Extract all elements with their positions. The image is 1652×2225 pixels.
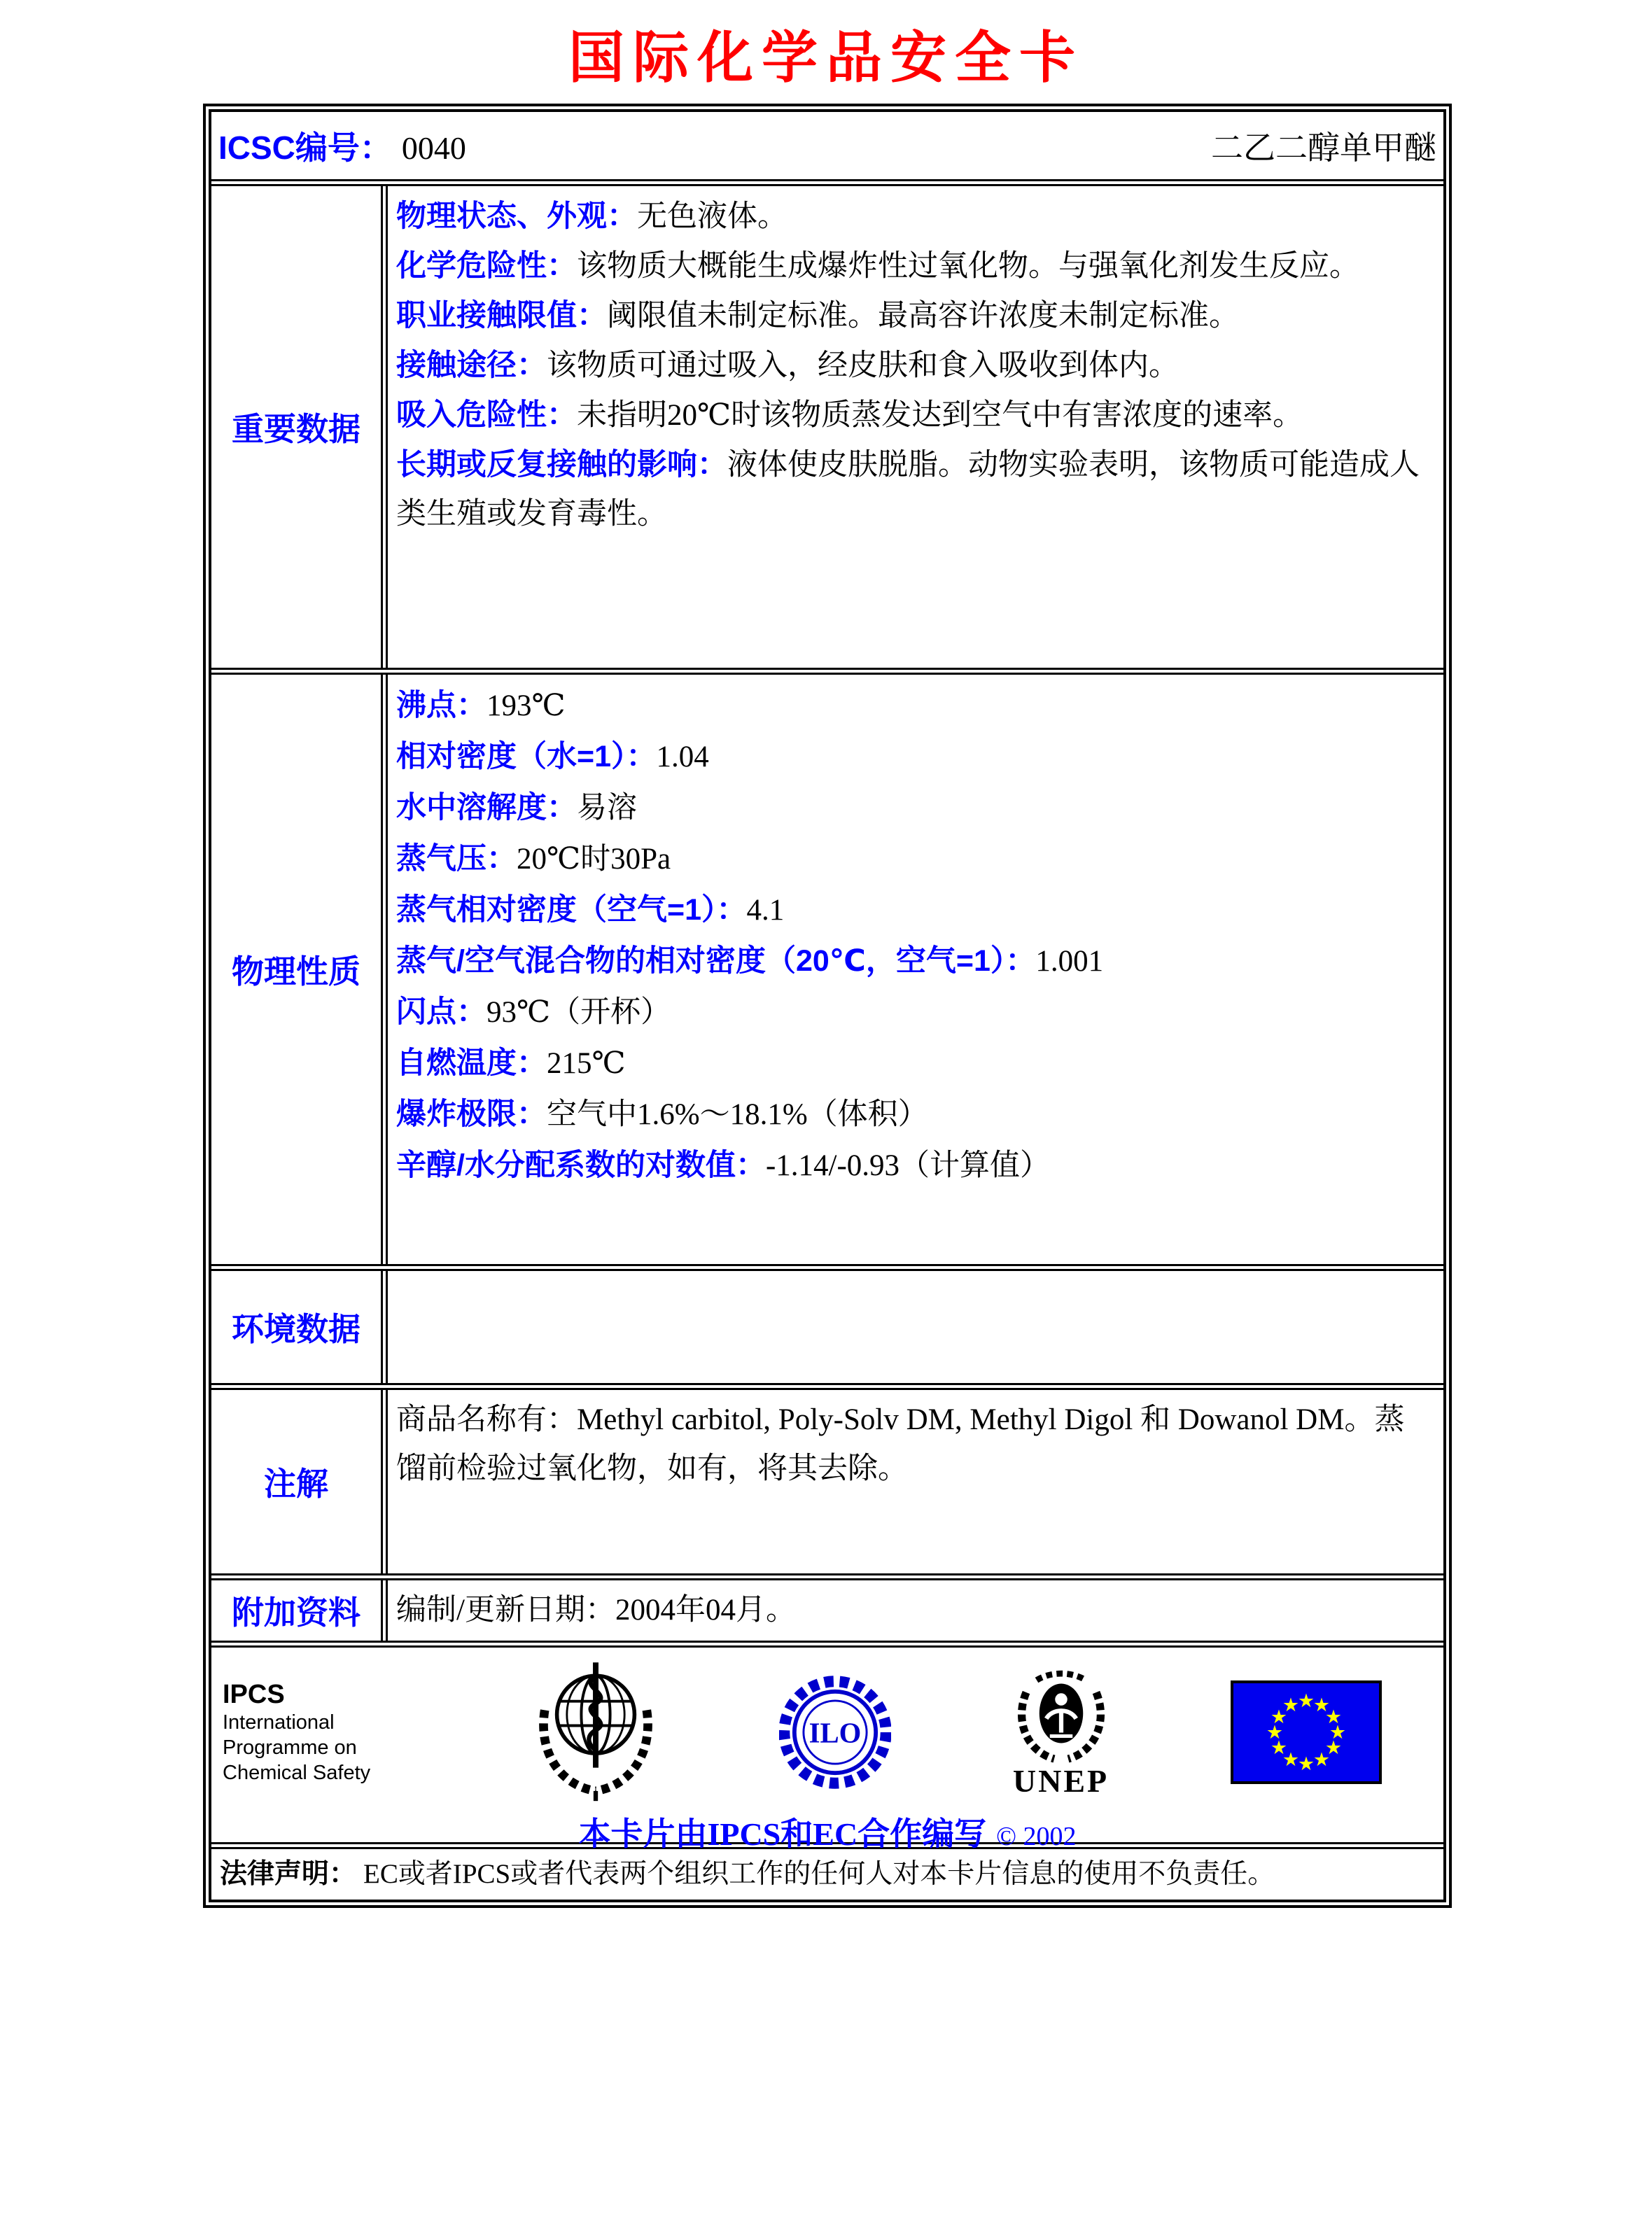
section-content-notes <box>388 1390 1443 1573</box>
unep-logo-block <box>1009 1668 1114 1797</box>
icsc-number-label: ICSC编号： <box>218 129 392 166</box>
card-header-row <box>211 112 1443 179</box>
unep-logo-icon <box>1009 1668 1114 1766</box>
logos-row <box>211 1641 1443 1852</box>
important-item: 物理状态、外观：无色液体。 <box>396 199 788 233</box>
physical-item: 相对密度（水=1）：1.04 <box>396 740 709 773</box>
section-label-additional: 附加资料 <box>211 1580 388 1641</box>
svg-text:★: ★ <box>1324 1706 1343 1728</box>
important-item: 吸入危险性：未指明20℃时该物质蒸发达到空气中有害浓度的速率。 <box>396 398 1303 432</box>
section-label-important: 重要数据 <box>211 186 388 668</box>
physical-item: 蒸气相对密度（空气=1）：4.1 <box>396 893 785 927</box>
icsc-number-group <box>218 122 466 169</box>
section-label-physical: 物理性质 <box>211 675 388 1264</box>
section-label-environment: 环境数据 <box>211 1271 388 1383</box>
section-physical-properties <box>211 668 1443 1264</box>
credit-copyright: © 2002 <box>996 1822 1077 1851</box>
important-item: 职业接触限值：阈限值未制定标准。最高容许浓度未制定标准。 <box>396 299 1239 332</box>
important-item: 长期或反复接触的影响：液体使皮肤脱脂。动物实验表明，该物质可能造成人类生殖或发育毒性。 <box>396 448 1420 531</box>
physical-item: 闪点：93℃（开杯） <box>396 995 671 1029</box>
physical-item: 自燃温度：215℃ <box>396 1046 626 1080</box>
eu-flag-icon <box>1231 1680 1382 1784</box>
svg-text:★: ★ <box>1266 1722 1284 1743</box>
physical-item: 沸点：193℃ <box>396 689 566 722</box>
section-content-physical <box>388 675 1443 1264</box>
legal-text: EC或者IPCS或者代表两个组织工作的任何人对本卡片信息的使用不负责任。 <box>363 1859 1275 1889</box>
credit-line <box>211 1809 1443 1855</box>
section-environmental-data <box>211 1264 1443 1383</box>
section-content-additional <box>388 1580 1443 1641</box>
ipcs-text-block: IPCS International Programme on Chemical Safety <box>223 1679 412 1785</box>
legal-label: 法律声明： <box>220 1859 357 1889</box>
physical-item: 水中溶解度：易溶 <box>396 791 637 824</box>
svg-text:★: ★ <box>1312 1749 1331 1771</box>
credit-text: 本卡片由IPCS和EC合作编写 <box>578 1816 987 1852</box>
who-logo-icon <box>529 1658 662 1806</box>
physical-item: 辛醇/水分配系数的对数值：-1.14/-0.93（计算值） <box>396 1149 1051 1182</box>
chemical-name: 二乙二醇单甲醚 <box>1211 130 1436 166</box>
svg-text:★: ★ <box>1312 1694 1331 1716</box>
icsc-number-value: 0040 <box>401 130 466 166</box>
svg-text:★: ★ <box>1297 1690 1315 1712</box>
important-item: 化学危险性：该物质大概能生成爆炸性过氧化物。与强氧化剂发生反应。 <box>396 249 1359 283</box>
section-additional-info <box>211 1573 1443 1641</box>
svg-text:★: ★ <box>1324 1737 1343 1759</box>
section-notes <box>211 1383 1443 1573</box>
unep-label: UNEP <box>1012 1763 1110 1799</box>
section-content-environment <box>388 1271 1443 1383</box>
section-content-important <box>388 186 1443 668</box>
svg-text:★: ★ <box>1270 1737 1288 1759</box>
svg-text:★: ★ <box>1297 1753 1315 1775</box>
icsc-card <box>203 104 1452 1908</box>
ilo-letters: ILO <box>808 1717 862 1749</box>
physical-item: 爆炸极限：空气中1.6%～18.1%（体积） <box>396 1097 928 1131</box>
physical-item: 蒸气/空气混合物的相对密度（20℃，空气=1）：1.001 <box>396 944 1104 978</box>
ipcs-acronym: IPCS <box>223 1680 285 1709</box>
notes-text: 商品名称有：Methyl carbitol, Poly-Solv DM, Methyl Digol 和 Dowanol DM。蒸馏前检验过氧化物，如有，将其去除。 <box>396 1403 1405 1485</box>
additional-text: 编制/更新日期：2004年04月。 <box>396 1594 796 1627</box>
physical-item: 蒸气压：20℃时30Pa <box>396 842 671 876</box>
svg-text:★: ★ <box>1270 1706 1288 1728</box>
svg-text:★: ★ <box>1282 1694 1300 1716</box>
section-label-notes: 注解 <box>211 1390 388 1573</box>
ilo-logo-icon <box>779 1662 891 1802</box>
logos-strip <box>211 1648 1443 1807</box>
page-title: 国际化学品安全卡 <box>568 28 1084 90</box>
svg-text:★: ★ <box>1329 1722 1347 1743</box>
important-item: 接触途径：该物质可通过吸入，经皮肤和食入吸收到体内。 <box>396 349 1179 382</box>
section-important-data <box>211 179 1443 668</box>
svg-text:★: ★ <box>1282 1749 1300 1771</box>
